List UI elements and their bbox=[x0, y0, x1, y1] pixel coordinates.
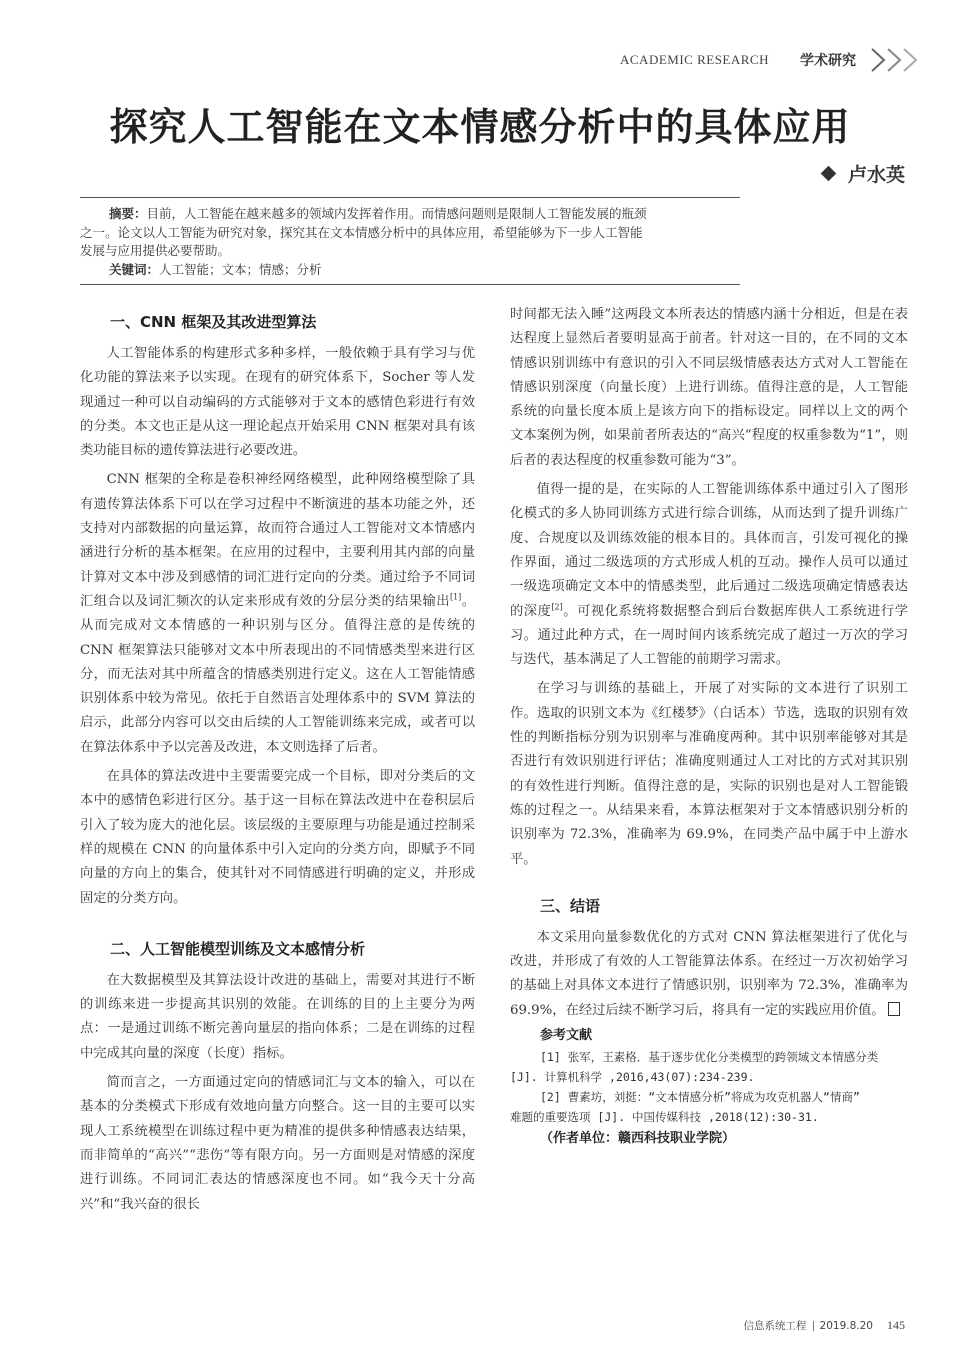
paragraph: 在学习与训练的基础上，开展了对实际的文本进行了识别工作。选取的识别文本为《红楼梦》（白话本）节选，选取的识别有效性的判断指标分别为识别率与准确度两种。其中识别率能够对其是否进行有效识别进行评估；准确度则通过人工对比的方式对其识别的有效性进行判断。值得注意的是，实际的识别也是对人工智能锻炼的过程之一。从结果来看，本算法框架对于文本情感识别分析的识别率为 72.3%，准确率为 69.9%，在同类产品中属于中上游水平。 bbox=[510, 681, 908, 867]
page-title: 探究人工智能在文本情感分析中的具体应用 bbox=[109, 104, 851, 149]
section-heading-3: 三、结语 bbox=[540, 896, 601, 915]
header-section-en: ACADEMIC RESEARCH bbox=[620, 52, 769, 67]
reference-2: [2] 曹素坊，刘挺：“文本情感分析”将成为攻克机器人“情商” 难题的重要选项 [J]. 中国传媒科技 ,2018(12):30-31. bbox=[510, 1090, 860, 1125]
section-heading-2: 二、人工智能模型训练及文本感情分析 bbox=[110, 939, 366, 958]
keywords: 人工智能；文本；情感；分析 bbox=[159, 261, 322, 277]
left-column bbox=[80, 310, 475, 1217]
abstract-label: 摘要： bbox=[109, 206, 147, 221]
paragraph: 简而言之，一方面通过定向的情感词汇与文本的输入，可以在基本的分类模式下形成有效地向量方向整合。这一目的主要可以实现人工系统模型在训练过程中更为精准的提供多种情感表达结果，而非简单的“高兴”“悲伤”等有限方向。另一方面则是对情感的深度进行训练。不同词汇表达的情感深度也不同。如“我今天十分高兴”和“我兴奋的很长 bbox=[80, 1075, 475, 1212]
abstract-line-1: 目前，人工智能在越来越多的领域内发挥着作用。而情感问题则是限制人工智能发展的瓶颈 bbox=[146, 206, 647, 221]
author-affiliation: （作者单位：赣西科技职业学院） bbox=[540, 1131, 736, 1147]
paragraph: 在具体的算法改进中主要需要完成一个目标，即对分类后的文本中的感情色彩进行区分。基于这一目标在算法改进中在卷积层后引入了较为庞大的池化层。该层级的主要原理与功能是通过控制采样的规模在 CNN 的向量体系中引入定向的分类方向，即赋予不同向量的方向上的集合，使其针对不同情感进行明确的定义，并形成固定的分类方向。 bbox=[80, 769, 475, 906]
keywords-label: 关键词： bbox=[109, 261, 160, 277]
paragraph: 人工智能体系的构建形式多种多样，一般依赖于具有学习与优化功能的算法来予以实现。在现有的研究体系下，Socher 等人发现通过一种可以自动编码的方式能够对于文本的感情色彩进行有效的分类。本文也正是从这一理论起点开始采用 CNN 框架对具有该类功能目标的遗传算法进行必要改进。 bbox=[80, 346, 475, 459]
citation: [1] bbox=[449, 592, 462, 602]
paragraph: CNN 框架的全称是卷积神经网络模型，此种网络模型除了具有遗传算法体系下可以在学习过程中不断演进的基本功能之外，还支持对内部数据的向量运算，故而符合通过人工智能对文本情感内涵进行分析的基本框架。在应用的过程中，主要利用其内部的向量计算对文本中涉及到感情的词汇进行定向的分类。通过给予不同词汇组合以及词汇频次的认定来形成有效的分层分类的结果输出[1]。从而完成对文本情感的一种识别与区分。值得注意的是传统的 CNN 框架算法只能够对文本中所表现出的不同情感类型来进行区分，而无法对其中所蕴含的情感类别进行定义。这在人工智能情感识别体系中较为常见。依托于自然语言处理体系中的 SVM 算法的启示，此部分内容可以交由后续的人工智能训练来完成，或者可以在算法体系中予以完善及改进，本文则选择了后者。 bbox=[80, 472, 475, 755]
end-mark-icon bbox=[888, 1002, 900, 1016]
paragraph: 本文采用向量参数优化的方式对 CNN 算法框架进行了优化与改进，并形成了有效的人工智能算法体系。在经过一万次初始学习的基础上对具体文本进行了情感识别，识别率为 72.3%，准确率为 69.9%，在经过后续不断学习后，将具有一定的实践应用价值。 bbox=[510, 929, 908, 1018]
page-number: 145 bbox=[887, 1318, 905, 1332]
page-footer bbox=[744, 1318, 905, 1333]
chevrons-right-icon bbox=[868, 46, 928, 74]
paragraph: 时间都无法入睡”这两段文本所表达的情感内涵十分相近，但是在表达程度上显然后者要明显高于前者。针对这一目的，在不同的文本情感识别训练中有意识的引入不同层级情感表达方式对人工智能在情感识别深度（向量长度）上进行训练。值得注意的是，人工智能系统的向量长度本质上是该方向下的指标设定。同样以上文的两个文本案例为例，如果前者所表达的“高兴”程度的权重参数为“1”，则后者的表达程度的权重参数可能为“3”。 bbox=[510, 307, 908, 468]
header-section-cn: 学术研究 bbox=[800, 53, 856, 69]
footer-divider bbox=[813, 1321, 814, 1331]
journal-name: 信息系统工程 bbox=[743, 1320, 807, 1332]
author bbox=[823, 160, 905, 187]
abstract-block bbox=[80, 205, 740, 279]
paragraph: 在大数据模型及其算法设计改进的基础上，需要对其进行不断的训练来进一步提高其识别的效能。在训练的目的上主要分为两点：一是通过训练不断完善向量层的指向体系；二是在训练的过程中完成其向量的深度（长度）指标。 bbox=[80, 972, 475, 1061]
author-name: 卢水英 bbox=[847, 164, 905, 186]
issue-date: 2019.8.20 bbox=[819, 1320, 873, 1332]
abstract-top-rule bbox=[80, 197, 740, 198]
right-column bbox=[510, 303, 908, 1151]
abstract-line-2: 之一。论文以人工智能为研究对象，探究其在文本情感分析中的具体应用，希望能够为下一步人工智能 bbox=[80, 224, 643, 240]
paragraph: 值得一提的是，在实际的人工智能训练体系中通过引入了图形化模式的多人协同训练方式进行综合训练，从而达到了提升训练广度、合规度以及训练效能的根本目的。具体而言，引发可视化的操作界面，通过二级选项的方式形成人机的互动。操作人员可以通过一级选项确定文本中的情感类型，此后通过二级选项确定情感表达的深度[2]。可视化系统将数据整合到后台数据库供人工系统进行学习。通过此种方式，在一周时间内该系统完成了超过一万次的学习与迭代，基本满足了人工智能的前期学习需求。 bbox=[510, 482, 909, 668]
citation: [2] bbox=[551, 602, 563, 612]
abstract-line-3: 发展与应用提供必要帮助。 bbox=[80, 243, 231, 258]
section-heading-1: 一、CNN 框架及其改进型算法 bbox=[110, 313, 317, 331]
abstract-bottom-rule bbox=[80, 284, 740, 285]
references-heading: 参考文献 bbox=[540, 1028, 593, 1044]
diamond-icon bbox=[821, 166, 837, 182]
reference-1: [1] 张军，王素格．基于逐步优化分类模型的跨领域文本情感分类 [J]. 计算机科学 ,2016,43(07):234-239. bbox=[510, 1050, 879, 1085]
